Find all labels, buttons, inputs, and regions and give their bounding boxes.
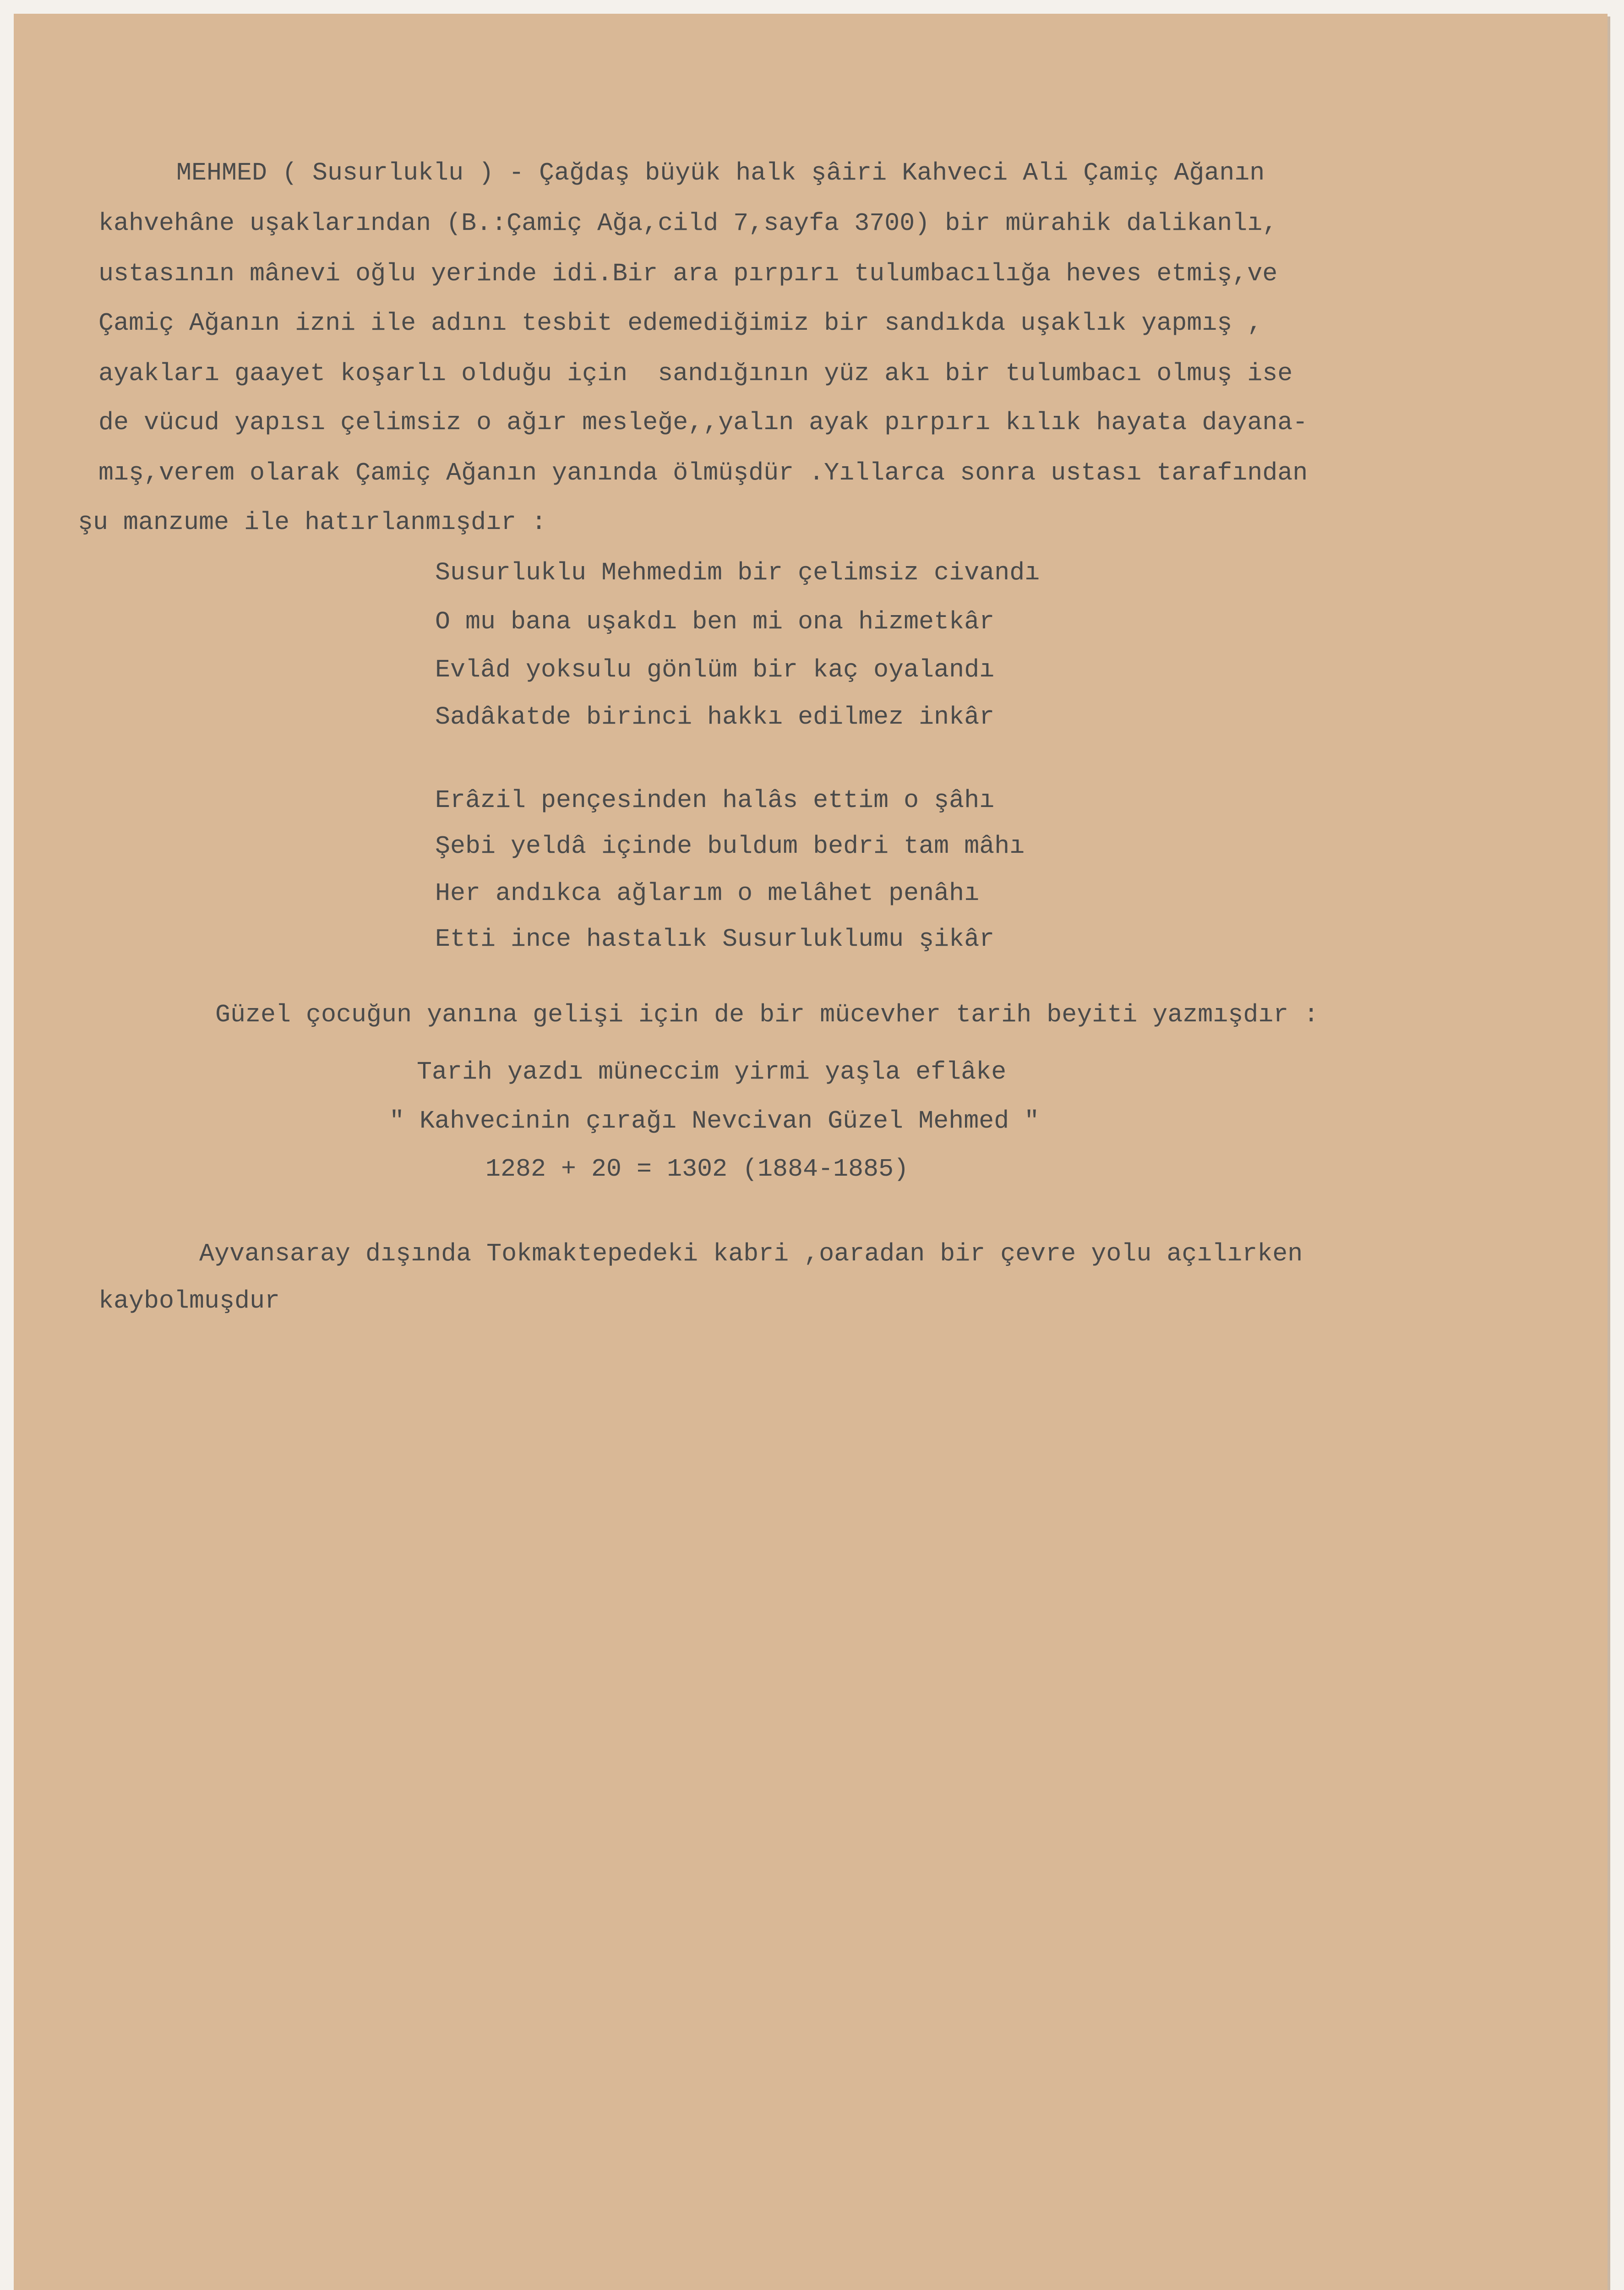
intro-line: mış,verem olarak Çamiç Ağanın yanında ölmüşdür .Yıllarca sonra ustası tarafından [98, 458, 1308, 487]
poem-line: Etti ince hastalık Susurluklumu şikâr [435, 925, 995, 954]
poem-line: Sadâkatde birinci hakkı edilmez inkâr [435, 703, 995, 731]
intro-line: şu manzume ile hatırlanmışdır : [78, 508, 547, 537]
poem-line: Susurluklu Mehmedim bir çelimsiz civandı [435, 558, 1040, 587]
closing-line: Ayvansaray dışında Tokmaktepedeki kabri ,oaradan bir çevre yolu açılırken [199, 1239, 1303, 1268]
closing-line: kaybolmuşdur [98, 1287, 280, 1315]
poem-line: Şebi yeldâ içinde buldum bedri tam mâhı [435, 832, 1025, 861]
document-page [14, 14, 1608, 2290]
intro-line: ustasının mânevi oğlu yerinde idi.Bir ara pırpırı tulumbacılığa heves etmiş,ve [98, 259, 1278, 288]
intro-line: kahvehâne uşaklarından (B.:Çamiç Ağa,cild 7,sayfa 3700) bir mürahik dalikanlı, [98, 209, 1278, 238]
intro-line: de vücud yapısı çelimsiz o ağır mesleğe,,yalın ayak pırpırı kılık hayata dayana- [98, 408, 1308, 437]
poem-line: O mu bana uşakdı ben mi ona hizmetkâr [435, 607, 995, 636]
intro-line: Çamiç Ağanın izni ile adını tesbit edemediğimiz bir sandıkda uşaklık yapmış , [98, 309, 1263, 338]
tarih-line: 1282 + 20 = 1302 (1884-1885) [485, 1155, 909, 1183]
intro-line: ayakları gaayet koşarlı olduğu için sandığının yüz akı bir tulumbacı olmuş ise [98, 359, 1293, 388]
poem-line: Her andıkca ağlarım o melâhet penâhı [435, 879, 980, 908]
poem-line: Evlâd yoksulu gönlüm bir kaç oyalandı [435, 655, 995, 684]
poem-line: Erâzil pençesinden halâs ettim o şâhı [435, 786, 995, 815]
tarih-intro: Güzel çocuğun yanına gelişi için de bir mücevher tarih beyiti yazmışdır : [215, 1000, 1319, 1029]
tarih-line: Tarih yazdı müneccim yirmi yaşla eflâke [417, 1058, 1007, 1086]
tarih-line: " Kahvecinin çırağı Nevcivan Güzel Mehmed " [389, 1107, 1040, 1135]
intro-line: MEHMED ( Susurluklu ) - Çağdaş büyük halk şâiri Kahveci Ali Çamiç Ağanın [176, 158, 1265, 187]
